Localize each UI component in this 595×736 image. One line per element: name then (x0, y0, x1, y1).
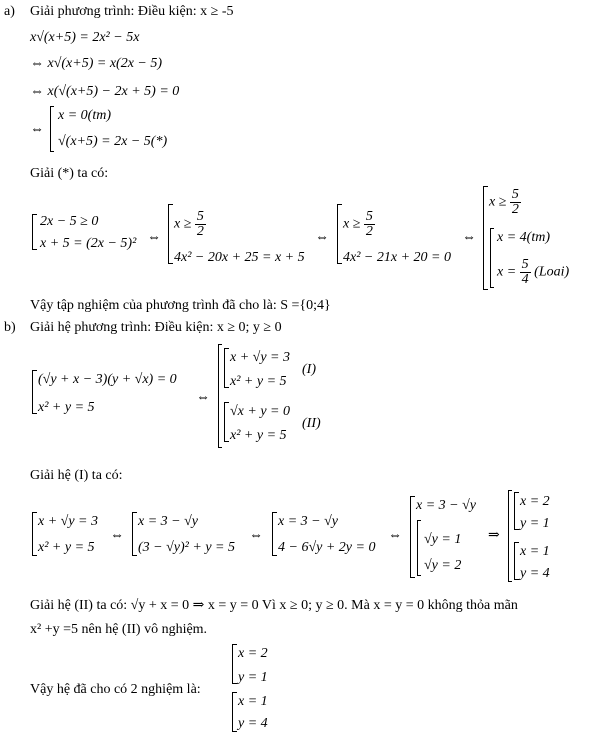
iff-symbol: ⇔ (249, 528, 263, 543)
II-line1: √x + y = 0 (230, 404, 291, 419)
system-bracket (168, 204, 169, 264)
system-bracket (410, 496, 411, 578)
r3-line2: 4 − 6√y + 2y = 0 (278, 540, 376, 555)
system-bracket (224, 402, 225, 442)
r2-line2: (3 − √y)² + y = 5 (138, 540, 235, 555)
union-bracket (508, 490, 509, 582)
system-bracket (232, 644, 233, 684)
final-line1: x = 2 (238, 646, 268, 661)
final-line3: x = 1 (238, 694, 268, 709)
r5-line4: y = 4 (520, 566, 550, 581)
final-line4: y = 4 (238, 716, 268, 731)
I-tag: (I) (302, 362, 316, 377)
r1-line1: x + √y = 3 (38, 514, 99, 529)
sysA-line2: x² + y = 5 (38, 400, 95, 415)
solve-I-label: Giải hệ (I) ta có: (30, 468, 123, 483)
sys4-note: (Loai) (534, 264, 570, 280)
iff-symbol: ⇔ (147, 230, 161, 245)
r4-line1: x = 3 − √y (416, 498, 477, 513)
part-b-heading: Giải hệ phương trình: Điều kiện: x ≥ 0; y ≥ 0 (30, 320, 282, 335)
I-line2: x² + y = 5 (230, 374, 287, 389)
part-b-label: b) (4, 320, 16, 335)
iff-symbol: ⇔ (30, 122, 44, 137)
final-line2: y = 1 (238, 670, 268, 685)
II-line2: x² + y = 5 (230, 428, 287, 443)
fraction: $\frac{5}{2}$ (511, 187, 519, 217)
iff-symbol: ⇔ (388, 528, 402, 543)
r5-line2: y = 1 (520, 516, 550, 531)
r1-line2: x² + y = 5 (38, 540, 95, 555)
part-a-label: a) (4, 4, 15, 19)
implies-symbol: ⇒ (488, 528, 500, 543)
sys1-line2: x + 5 = (2x − 5)² (40, 236, 137, 251)
iff-symbol: ⇔ (315, 230, 329, 245)
system-bracket (32, 370, 33, 414)
sys4-line2: x = 4(tm) (497, 230, 550, 245)
system-bracket (32, 214, 33, 250)
sys4-eq: x = (497, 264, 517, 280)
fraction: $\frac{5}{2}$ (196, 209, 204, 239)
iff-symbol: ⇔ (196, 390, 210, 405)
sys4-ineq: x ≥ (489, 194, 507, 210)
step-1: x√(x+5) = 2x² − 5x (30, 30, 140, 45)
system-bracket (272, 512, 273, 556)
r3-line1: x = 3 − √y (278, 514, 339, 529)
fraction: $\frac{5}{4}$ (521, 257, 529, 287)
sys3-line1 (343, 210, 375, 239)
system-bracket (132, 512, 133, 556)
step-3: ⇔ x(√(x+5) − 2x + 5) = 0 (30, 84, 180, 99)
case-1: x = 0(tm) (58, 108, 111, 123)
r4-line3: √y = 2 (424, 558, 462, 573)
r5-line1: x = 2 (520, 494, 550, 509)
union-bracket (218, 344, 219, 448)
system-bracket (337, 204, 338, 264)
r2-line1: x = 3 − √y (138, 514, 199, 529)
II-tag: (II) (302, 416, 321, 431)
final-label: Vậy hệ đã cho có 2 nghiệm là: (30, 682, 201, 697)
fraction: $\frac{5}{2}$ (365, 209, 373, 239)
iff-symbol: ⇔ (110, 528, 124, 543)
sysA-line1: (√y + x − 3)(y + √x) = 0 (38, 372, 177, 387)
sys4-line1 (489, 188, 521, 217)
union-bracket (417, 520, 418, 576)
union-bracket (490, 228, 491, 288)
sys4-line3 (497, 258, 569, 287)
r4-line2: √y = 1 (424, 532, 462, 547)
system-bracket (514, 542, 515, 580)
part-a-heading: Giải phương trình: Điều kiện: x ≥ -5 (30, 4, 234, 19)
solve-II-line1: Giải hệ (II) ta có: √y + x = 0 ⇒ x = y = 0 Vì x ≥ 0; y ≥ 0. Mà x = y = 0 không thỏa mãn (30, 598, 518, 613)
solve-star-label: Giải (*) ta có: (30, 166, 109, 181)
system-bracket (32, 512, 33, 556)
sys2-ineq: x ≥ (174, 216, 192, 232)
sys2-line1 (174, 210, 206, 239)
sys1-line1: 2x − 5 ≥ 0 (40, 214, 99, 229)
system-bracket (483, 186, 484, 290)
conclusion-a: Vậy tập nghiệm của phương trình đã cho là: S ={0;4} (30, 298, 331, 313)
case-2: √(x+5) = 2x − 5(*) (58, 134, 168, 149)
iff-symbol: ⇔ (462, 230, 476, 245)
system-bracket (224, 348, 225, 388)
sys2-line2: 4x² − 20x + 25 = x + 5 (174, 250, 305, 265)
system-bracket (232, 692, 233, 732)
r5-line3: x = 1 (520, 544, 550, 559)
system-bracket (514, 492, 515, 530)
solve-II-line2: x² +y =5 nên hệ (II) vô nghiệm. (30, 622, 208, 637)
sys3-ineq: x ≥ (343, 216, 361, 232)
union-bracket (50, 106, 51, 152)
sys3-line2: 4x² − 21x + 20 = 0 (343, 250, 451, 265)
I-line1: x + √y = 3 (230, 350, 291, 365)
step-2: ⇔ x√(x+5) = x(2x − 5) (30, 56, 163, 71)
